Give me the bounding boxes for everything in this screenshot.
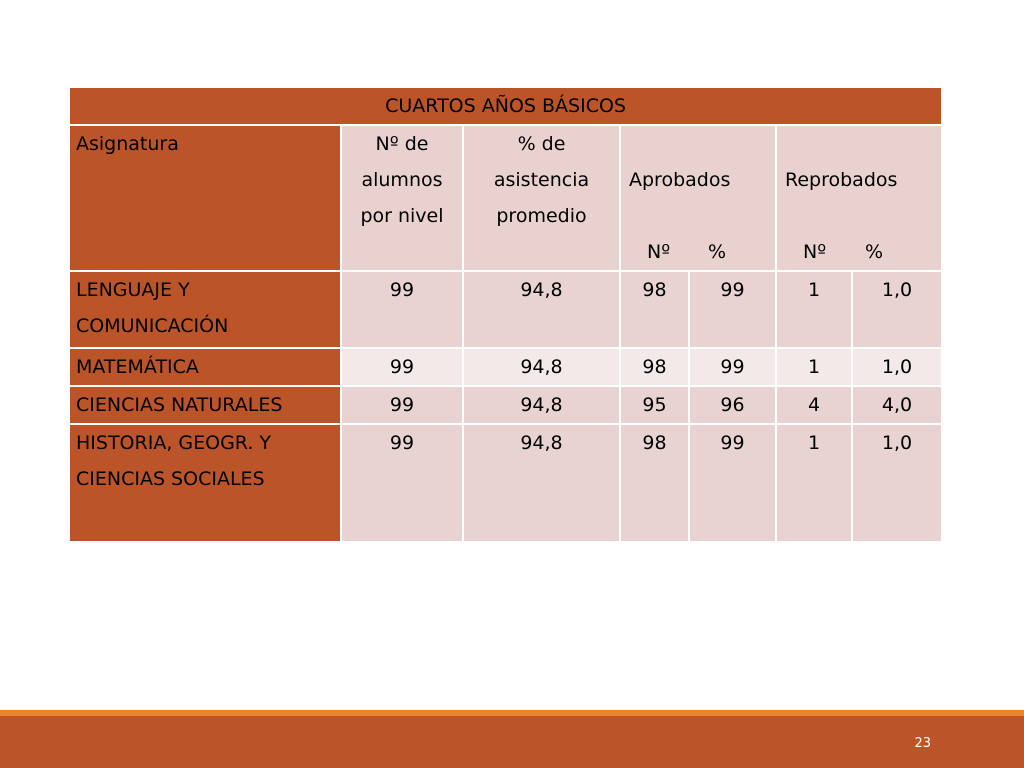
header-asistencia (463, 125, 620, 271)
cell-aprob-pct: 99 (689, 348, 776, 386)
header-aprobados-pct: % (708, 241, 727, 263)
cell-aprob-num: 98 (620, 424, 689, 542)
table-row (69, 386, 942, 424)
cell-reprob-num: 1 (776, 348, 852, 386)
header-alumnos (341, 125, 463, 271)
cell-asistencia: 94,8 (463, 348, 620, 386)
cell-reprob-pct: 1,0 (852, 271, 942, 348)
cell-aprob-pct: 99 (689, 424, 776, 542)
row-subject-line: LENGUAJE Y (76, 279, 190, 301)
header-reprobados-label: Reprobados (785, 169, 898, 191)
row-subject: CIENCIAS NATURALES (69, 386, 341, 424)
header-alumnos-line: Nº de (375, 133, 429, 155)
row-subject-line: HISTORIA, GEOGR. Y (76, 432, 272, 454)
table-row (69, 271, 942, 348)
cell-reprob-pct: 4,0 (852, 386, 942, 424)
cell-reprob-num: 4 (776, 386, 852, 424)
header-aprobados-sub (629, 234, 769, 270)
cell-aprob-num: 98 (620, 271, 689, 348)
header-asignatura: Asignatura (69, 125, 341, 271)
row-subject-line: COMUNICACIÓN (76, 315, 229, 337)
row-subject (69, 271, 341, 348)
cell-alumnos: 99 (341, 386, 463, 424)
cell-reprob-num: 1 (776, 271, 852, 348)
row-subject-line: CIENCIAS SOCIALES (76, 468, 265, 490)
cell-alumnos: 99 (341, 271, 463, 348)
cell-asistencia: 94,8 (463, 424, 620, 542)
header-aprobados (620, 125, 776, 271)
header-reprobados (776, 125, 942, 271)
cell-aprob-pct: 96 (689, 386, 776, 424)
cell-reprob-num: 1 (776, 424, 852, 542)
header-aprobados-num: Nº (647, 241, 671, 263)
header-alumnos-line: alumnos (361, 169, 443, 191)
header-reprobados-num: Nº (803, 241, 827, 263)
header-reprobados-pct: % (865, 241, 884, 263)
table-header-row (69, 125, 942, 271)
table-row (69, 424, 942, 542)
cell-reprob-pct: 1,0 (852, 348, 942, 386)
table-row (69, 348, 942, 386)
cell-aprob-num: 95 (620, 386, 689, 424)
footer-bar (0, 716, 1024, 768)
row-subject (69, 424, 341, 542)
page-number: 23 (914, 736, 931, 751)
header-asistencia-line: asistencia (493, 169, 590, 191)
header-asistencia-line: promedio (496, 205, 587, 227)
header-aprobados-label: Aprobados (629, 169, 731, 191)
table-title-row (69, 87, 942, 125)
results-table (68, 86, 943, 543)
cell-aprob-pct: 99 (689, 271, 776, 348)
cell-alumnos: 99 (341, 424, 463, 542)
table-title: CUARTOS AÑOS BÁSICOS (69, 87, 942, 125)
row-subject: MATEMÁTICA (69, 348, 341, 386)
header-reprobados-sub (785, 234, 935, 270)
cell-asistencia: 94,8 (463, 386, 620, 424)
cell-aprob-num: 98 (620, 348, 689, 386)
cell-asistencia: 94,8 (463, 271, 620, 348)
cell-alumnos: 99 (341, 348, 463, 386)
cell-reprob-pct: 1,0 (852, 424, 942, 542)
header-alumnos-line: por nivel (360, 205, 444, 227)
header-asistencia-line: % de (517, 133, 566, 155)
